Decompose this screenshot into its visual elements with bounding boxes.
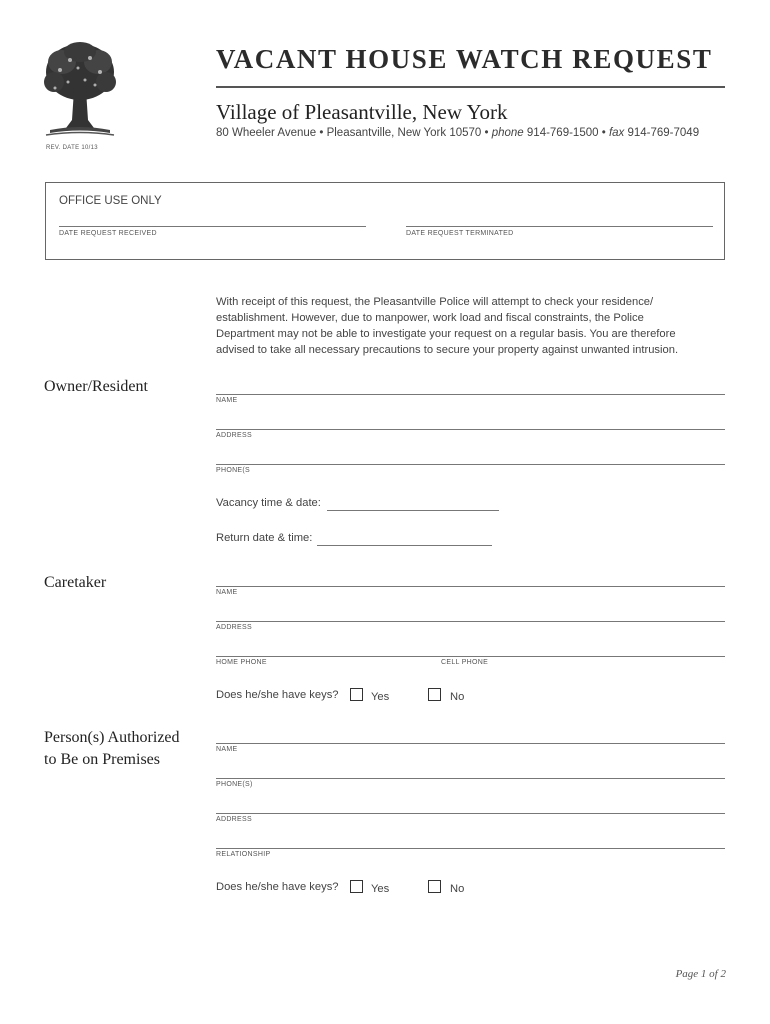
authorized-keys-question: Does he/she have keys? — [216, 881, 339, 893]
caretaker-keys-question: Does he/she have keys? — [216, 689, 339, 701]
authorized-name-label: NAME — [216, 746, 238, 753]
page-number: Page 1 of 2 — [675, 968, 726, 980]
authorized-title-line2: to Be on Premises — [44, 751, 160, 768]
owner-phones-field[interactable] — [216, 464, 725, 465]
owner-address-field[interactable] — [216, 429, 725, 430]
caretaker-keys-no-checkbox[interactable] — [428, 688, 441, 701]
return-field[interactable] — [317, 545, 492, 546]
authorized-keys-no-checkbox[interactable] — [428, 880, 441, 893]
caretaker-address-field[interactable] — [216, 621, 725, 622]
authorized-keys-yes-label: Yes — [371, 883, 390, 895]
vacancy-label: Vacancy time & date: — [216, 497, 321, 509]
revision-date: REV. DATE 10/13 — [46, 145, 98, 151]
authorized-address-field[interactable] — [216, 813, 725, 814]
authorized-keys-no-label: No — [450, 883, 465, 895]
vacancy-field[interactable] — [327, 510, 499, 511]
authorized-phones-label: PHONE(S) — [216, 781, 253, 788]
caretaker-keys-no-label: No — [450, 691, 465, 703]
authorized-relationship-field[interactable] — [216, 848, 725, 849]
date-received-label: DATE REQUEST RECEIVED — [59, 230, 157, 237]
title-divider — [216, 86, 725, 88]
office-use-title: OFFICE USE ONLY — [59, 195, 162, 207]
date-received-field[interactable] — [59, 226, 366, 227]
authorized-title-line1: Person(s) Authorized — [44, 729, 180, 746]
tree-logo-icon — [40, 40, 120, 140]
date-terminated-field[interactable] — [406, 226, 713, 227]
date-terminated-label: DATE REQUEST TERMINATED — [406, 230, 514, 237]
page-title: VACANT HOUSE WATCH REQUEST — [216, 44, 713, 74]
caretaker-home-phone-label: HOME PHONE — [216, 659, 267, 666]
caretaker-phone-field[interactable] — [216, 656, 725, 657]
authorized-relationship-label: RELATIONSHIP — [216, 851, 271, 858]
intro-paragraph: With receipt of this request, the Pleasantville Police will attempt to check your residence/ establishment. However, due to manpower, work load and fiscal constraints, the Police Department may not be able to investigate your request on a regular basis. You are therefore advised to take all necessary precautions to secure your property against unwanted intrusion. — [216, 296, 679, 356]
authorized-phones-field[interactable] — [216, 778, 725, 779]
owner-address-label: ADDRESS — [216, 432, 252, 439]
return-label: Return date & time: — [216, 532, 313, 544]
caretaker-section-title: Caretaker — [44, 574, 107, 591]
caretaker-name-field[interactable] — [216, 586, 725, 587]
village-name: Village of Pleasantville, New York — [216, 100, 508, 124]
caretaker-keys-yes-checkbox[interactable] — [350, 688, 363, 701]
owner-section-title: Owner/Resident — [44, 378, 148, 395]
village-address: 80 Wheeler Avenue • Pleasantville, New York 10570 • phone 914-769-1500 • fax 914-769-7049 — [216, 127, 700, 139]
caretaker-cell-phone-label: CELL PHONE — [441, 659, 489, 666]
authorized-address-label: ADDRESS — [216, 816, 252, 823]
office-use-box — [45, 182, 725, 260]
owner-name-label: NAME — [216, 397, 238, 404]
caretaker-address-label: ADDRESS — [216, 624, 252, 631]
caretaker-name-label: NAME — [216, 589, 238, 596]
authorized-section-title — [44, 727, 180, 771]
authorized-name-field[interactable] — [216, 743, 725, 744]
owner-phones-label: PHONE(S — [216, 467, 250, 474]
caretaker-keys-yes-label: Yes — [371, 691, 390, 703]
authorized-keys-yes-checkbox[interactable] — [350, 880, 363, 893]
owner-name-field[interactable] — [216, 394, 725, 395]
